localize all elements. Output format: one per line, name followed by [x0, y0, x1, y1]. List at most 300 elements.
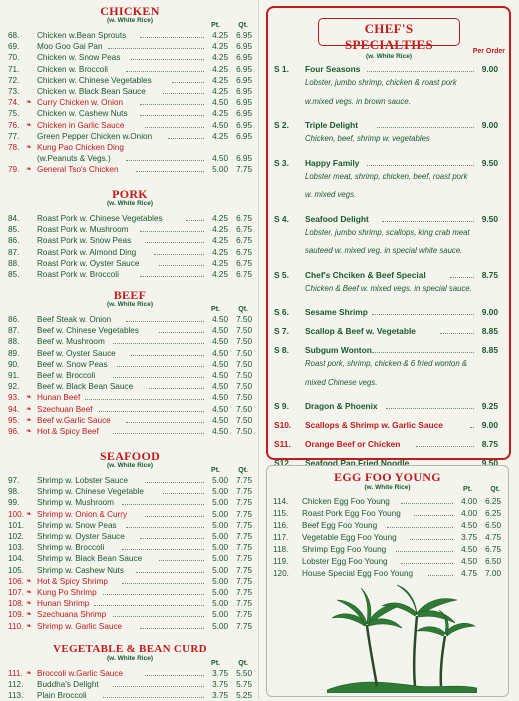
specialty-name: Four Seasons [305, 64, 361, 74]
menu-item[interactable] [8, 52, 256, 63]
specialty-description: Chicken & Beef w. mixed vegs. in special sauce. [305, 283, 472, 293]
item-name: Roast Pork w. Broccoli [37, 270, 119, 279]
pint-price: 4.50 [212, 415, 228, 425]
seafood-title: SEAFOOD [99, 449, 161, 463]
dot-leader [131, 348, 204, 356]
item-number: 87. [8, 326, 20, 336]
item-number: 92. [8, 382, 20, 392]
specialty-name: Scallop & Beef w. Vegetable [305, 326, 416, 336]
chicken-qt-header: Qt. [238, 22, 248, 29]
menu-item[interactable] [8, 314, 256, 325]
item-name: Chicken Egg Foo Young [302, 497, 390, 506]
quart-price: 6.75 [236, 214, 252, 223]
pepper-icon: ❧ [26, 510, 32, 518]
item-name: Shrimp w. Lobster Sauce [37, 476, 129, 485]
quart-price: 7.75 [236, 509, 252, 519]
specialty-description: sauteed w. mixed veg. in special white sauce. [305, 246, 463, 255]
dot-leader [163, 86, 204, 94]
pint-price: 3.75 [461, 533, 477, 542]
item-name: Chicken in Garlic Sauce [37, 120, 125, 130]
dot-leader [387, 520, 453, 528]
specialty-description: Roast pork, shrimp, chicken & 6 fried wonton & [305, 359, 468, 368]
menu-item[interactable] [8, 531, 256, 542]
item-name: Green Pepper Chicken w.Onion [37, 131, 153, 141]
dot-leader [140, 621, 204, 629]
specialty-item[interactable] [274, 419, 502, 431]
item-name: Roast Pork w. Oyster Sauce [37, 258, 140, 268]
quart-price: 7.50 [236, 348, 252, 358]
egg-subtitle: (w. White Rice) [364, 484, 411, 491]
menu-item[interactable] [273, 532, 505, 543]
quart-price: 7.75 [236, 610, 252, 620]
dot-leader [163, 486, 204, 494]
specialty-item[interactable] [274, 213, 502, 225]
menu-item[interactable] [8, 153, 256, 164]
pint-price: 3.75 [212, 691, 228, 701]
menu-item[interactable] [8, 120, 256, 131]
dot-leader [99, 404, 204, 412]
quart-price: 7.75 [236, 476, 252, 485]
dot-leader [113, 336, 204, 344]
quart-price: 7.75 [236, 621, 252, 631]
item-number: 118. [273, 545, 289, 554]
item-name: Curry Chicken w. Onion [37, 98, 124, 108]
specialty-price: 9.00 [481, 120, 498, 130]
dot-leader [145, 509, 204, 517]
specialty-name: Seafood Delight [305, 213, 369, 224]
item-number: 105. [8, 565, 24, 575]
quart-price: 6.95 [236, 120, 252, 130]
quart-price: 6.95 [236, 98, 252, 108]
specialty-item[interactable] [274, 157, 502, 169]
quart-price: 6.95 [236, 87, 252, 96]
quart-price: 6.95 [236, 64, 252, 74]
specialty-name: Scallops & Shrimp w. Garlic Sauce [305, 420, 443, 430]
menu-item[interactable] [8, 668, 256, 679]
pint-price: 4.25 [212, 258, 228, 268]
item-name: Beef w. Chinese Vegetables [37, 326, 139, 336]
item-name: Shrimp w. Oyster Sauce [37, 532, 125, 541]
item-number: 112. [8, 680, 24, 690]
specialty-name: Subgum Wonton [305, 345, 372, 355]
beef-pt-header: Pt. [211, 306, 220, 313]
veg-pt-header: Pt. [211, 660, 220, 667]
quart-price: 7.75 [236, 565, 252, 575]
pint-price: 4.25 [212, 247, 228, 257]
specialty-name: Orange Beef or Chicken [305, 439, 401, 449]
dot-leader [396, 544, 453, 552]
dot-leader [145, 475, 204, 483]
menu-item[interactable] [273, 556, 505, 567]
menu-item[interactable] [8, 553, 256, 564]
menu-item[interactable] [8, 164, 256, 175]
pork-title: PORK [112, 187, 148, 201]
quart-price: 6.75 [236, 236, 252, 246]
item-number: 97. [8, 476, 20, 485]
chefs-specialties-box [266, 6, 511, 468]
dot-leader [103, 690, 204, 698]
pint-price: 4.75 [461, 569, 477, 578]
dot-leader [113, 679, 204, 687]
item-name: Hot & Spicy Shrimp [37, 576, 108, 586]
pepper-icon: ❧ [26, 622, 32, 630]
item-number: 73. [8, 87, 20, 96]
item-number: 86. [8, 236, 20, 246]
item-number: 119. [273, 557, 289, 566]
specialty-item[interactable] [274, 119, 502, 131]
specialty-item[interactable] [274, 438, 502, 450]
specialty-name: Sesame Shrimp [305, 307, 368, 317]
dot-leader [159, 325, 204, 333]
pint-price: 4.25 [212, 87, 228, 96]
menu-item[interactable] [8, 381, 256, 392]
item-name: Chicken w. Black Bean Sauce [37, 87, 146, 96]
item-number: 102. [8, 532, 24, 541]
dot-leader [103, 587, 204, 595]
dot-leader [136, 164, 204, 172]
dot-leader [126, 153, 204, 161]
specialties-title: CHEF'S SPECIALTIES [344, 21, 434, 52]
item-number: 99. [8, 498, 20, 508]
menu-item[interactable] [8, 520, 256, 531]
beef-title: BEEF [113, 288, 147, 302]
item-number: 86. [8, 315, 20, 324]
pint-price: 4.50 [212, 120, 228, 130]
menu-item[interactable] [8, 486, 256, 497]
dot-leader [172, 75, 204, 83]
item-number: 79. [8, 165, 20, 175]
pint-price: 5.00 [212, 487, 228, 497]
specialty-name: Chef's Chciken & Beef Special [305, 269, 426, 280]
specialty-item[interactable] [274, 344, 502, 356]
quart-price: 7.50 [236, 359, 252, 369]
pint-price: 5.00 [212, 509, 228, 519]
item-name: Shrimp w. Onion & Curry [37, 509, 128, 519]
pint-price: 4.50 [212, 326, 228, 336]
item-number: 76. [8, 120, 20, 130]
quart-price: 6.75 [236, 258, 252, 268]
quart-price: 6.25 [485, 509, 501, 518]
dot-leader [470, 419, 474, 428]
dot-leader [186, 213, 204, 221]
item-name: Roast Pork w. Chinese Vegetables [37, 214, 163, 223]
menu-item[interactable] [8, 587, 256, 598]
specialties-title-box [318, 18, 460, 60]
item-number: 94. [8, 404, 20, 414]
specialty-code: S 5. [274, 269, 289, 280]
pint-price: 4.25 [212, 131, 228, 141]
dot-leader [414, 508, 453, 516]
item-name: Chicken w. Broccoli [37, 64, 108, 74]
menu-item[interactable] [273, 544, 505, 555]
specialty-price: 9.50 [481, 157, 498, 168]
dot-leader [122, 542, 204, 550]
item-number: 90. [8, 359, 20, 369]
pepper-icon: ❧ [26, 589, 32, 596]
item-number: 85. [8, 225, 20, 235]
item-name: Broccoli w.Garlic Sauce [37, 669, 124, 678]
specialty-price: 9.50 [481, 213, 498, 224]
specialty-item[interactable] [274, 63, 502, 75]
menu-item[interactable] [8, 224, 256, 235]
item-number: 111. [8, 669, 23, 678]
pepper-icon: ❧ [26, 394, 32, 402]
menu-item[interactable] [8, 542, 256, 553]
pint-price: 4.25 [212, 75, 228, 85]
specialty-name: Seafood Pan Fried Noodle [305, 458, 410, 468]
menu-item[interactable] [8, 41, 256, 52]
menu-item[interactable] [8, 86, 256, 97]
pint-price: 3.75 [212, 669, 228, 678]
menu-item[interactable] [8, 64, 256, 75]
item-number: 93. [8, 393, 20, 403]
quart-price: 7.00 [485, 569, 501, 578]
palm-trees-illustration [327, 578, 477, 693]
item-name: Shrimp w. Garlic Sauce [37, 621, 123, 631]
specialty-name: Dragon & Phoenix [305, 401, 378, 411]
quart-price: 7.75 [236, 487, 252, 497]
egg-qt-header: Qt. [490, 486, 500, 493]
specialty-price: 9.00 [481, 420, 498, 430]
dot-leader [416, 438, 474, 447]
item-name: Beef w.Garlic Sauce [37, 415, 111, 425]
pint-price: 4.00 [461, 509, 477, 518]
quart-price: 6.75 [236, 247, 252, 257]
menu-item[interactable] [8, 426, 256, 437]
menu-item[interactable] [8, 269, 256, 280]
chicken-subtitle: (w. White Rice) [107, 17, 153, 24]
item-number: 109. [8, 610, 24, 620]
dot-leader [140, 97, 204, 105]
item-number: 88. [8, 258, 20, 268]
menu-item[interactable] [8, 247, 256, 258]
specialty-description: mixed Chinese vegs. [305, 377, 378, 387]
dot-leader [382, 213, 475, 222]
chicken-title: CHICKEN [100, 4, 160, 18]
dot-leader [113, 370, 204, 378]
specialty-code: S 2. [274, 120, 289, 130]
quart-price: 6.25 [485, 497, 501, 506]
specialty-price: 8.75 [481, 269, 498, 280]
menu-item[interactable] [273, 520, 505, 531]
item-number: 69. [8, 42, 20, 52]
specialty-code: S 1. [274, 64, 289, 74]
quart-price: 6.95 [236, 31, 252, 40]
menu-item[interactable] [8, 679, 256, 690]
dot-leader [122, 576, 204, 584]
specialty-price: 8.85 [481, 345, 498, 355]
item-number: 108. [8, 599, 24, 609]
pint-price: 4.50 [212, 371, 228, 380]
item-number: 117. [273, 533, 289, 542]
pepper-icon: ❧ [26, 611, 32, 619]
dot-leader [145, 120, 204, 128]
seafood-pt-header: Pt. [211, 467, 220, 474]
specialty-price: 9.50 [481, 458, 498, 468]
dot-leader [428, 568, 453, 576]
quart-price: 6.95 [236, 75, 252, 85]
menu-item[interactable] [8, 509, 256, 520]
menu-item[interactable] [8, 598, 256, 609]
specialty-item[interactable] [274, 400, 502, 412]
item-number: 77. [8, 131, 20, 141]
item-name: Roast Pork Egg Foo Young [302, 509, 401, 518]
item-number: 85. [8, 270, 20, 279]
dot-leader [410, 532, 453, 540]
beef-subtitle: (w. White Rice) [107, 301, 153, 308]
dot-leader [159, 553, 204, 561]
item-name: Beef w. Oyster Sauce [37, 348, 116, 358]
dot-leader [108, 41, 204, 49]
specialty-name: Happy Family [305, 157, 360, 168]
item-name: Beef w. Snow Peas [37, 359, 108, 369]
quart-price: 6.95 [236, 53, 252, 63]
specialty-item[interactable] [274, 325, 502, 337]
item-number: 106. [8, 576, 24, 586]
item-name: Szechuana Shrimp [37, 610, 107, 620]
item-name: (w.Peanuts & Vegs.) [37, 154, 111, 164]
pint-price: 4.50 [212, 382, 228, 392]
dot-leader [154, 247, 204, 255]
pint-price: 4.50 [212, 404, 228, 414]
menu-item[interactable] [8, 609, 256, 620]
specialty-item[interactable] [274, 306, 502, 318]
menu-item[interactable] [8, 108, 256, 119]
pint-price: 4.25 [212, 270, 228, 279]
specialty-name: Triple Delight [305, 120, 359, 130]
pork-subtitle: (w. White Rice) [107, 200, 153, 207]
menu-item[interactable] [8, 565, 256, 576]
menu-item[interactable] [8, 392, 256, 403]
quart-price: 7.75 [236, 165, 252, 175]
item-number: 107. [8, 588, 24, 597]
dot-leader [126, 520, 204, 528]
quart-price: 7.75 [236, 520, 252, 530]
egg-title: EGG FOO YOUNG [334, 470, 441, 484]
veg-title: VEGETABLE & BEAN CURD [53, 643, 207, 655]
menu-item[interactable] [8, 621, 256, 632]
menu-item[interactable] [8, 359, 256, 370]
item-number: 110. [8, 621, 24, 631]
quart-price: 7.50 [236, 371, 252, 380]
menu-item[interactable] [8, 415, 256, 426]
menu-item[interactable] [8, 30, 256, 41]
pint-price: 4.50 [212, 315, 228, 324]
quart-price: 6.95 [236, 109, 252, 119]
pint-price: 5.00 [212, 532, 228, 541]
menu-item[interactable] [8, 235, 256, 246]
item-number: 96. [8, 427, 20, 436]
specialty-item[interactable] [274, 269, 502, 281]
menu-item[interactable] [8, 404, 256, 415]
veg-qt-header: Qt. [238, 660, 248, 667]
item-name: Shrimp w. Chinese Vegetable [37, 487, 144, 497]
pint-price: 3.75 [212, 680, 228, 690]
specialty-description: Lobster meat, shrimp, chicken, beef, roast pork [305, 171, 468, 181]
menu-item[interactable] [8, 325, 256, 336]
menu-item[interactable] [8, 690, 256, 701]
quart-price: 7.75 [236, 576, 252, 586]
item-number: 116. [273, 521, 289, 530]
dot-leader [372, 344, 474, 353]
menu-item[interactable] [8, 348, 256, 359]
menu-item[interactable] [8, 97, 256, 108]
pepper-icon: ❧ [26, 600, 32, 608]
menu-item[interactable] [273, 508, 505, 519]
pint-price: 5.00 [212, 599, 228, 609]
item-name: Chicken w.Bean Sprouts [37, 31, 127, 40]
dot-leader [140, 531, 204, 539]
quart-price: 7.50 [236, 337, 252, 347]
menu-item[interactable] [8, 370, 256, 381]
item-number: 84. [8, 214, 20, 223]
dot-leader [159, 258, 204, 266]
specialty-code: S10. [274, 420, 292, 430]
dot-leader [131, 52, 204, 60]
quart-price: 7.50 [236, 315, 252, 324]
menu-item[interactable] [8, 475, 256, 486]
quart-price: 7.50 [236, 382, 252, 392]
quart-price: 5.75 [236, 680, 252, 690]
specialty-code: S 4. [274, 213, 289, 224]
dot-leader [372, 306, 474, 315]
item-number: 115. [273, 509, 289, 518]
dot-leader [94, 598, 204, 606]
pint-price: 4.25 [212, 53, 228, 63]
pint-price: 5.00 [212, 565, 228, 575]
dot-leader [149, 381, 204, 389]
pint-price: 5.00 [212, 543, 228, 553]
dot-leader [126, 415, 204, 423]
pint-price: 4.25 [212, 214, 228, 223]
menu-item[interactable] [273, 496, 505, 507]
menu-item[interactable] [8, 142, 256, 153]
menu-item[interactable] [8, 213, 256, 224]
menu-item[interactable] [8, 131, 256, 142]
item-number: 74. [8, 98, 20, 108]
menu-item[interactable] [8, 576, 256, 587]
menu-item[interactable] [8, 258, 256, 269]
pint-price: 4.50 [212, 348, 228, 358]
pepper-icon: ❧ [26, 121, 32, 129]
item-number: 68. [8, 31, 20, 40]
item-name: Vegetable Egg Foo Young [302, 533, 397, 542]
dot-leader [401, 556, 453, 564]
specialty-code: S 8. [274, 345, 289, 355]
quart-price: 7.75 [236, 532, 252, 541]
menu-item[interactable] [8, 75, 256, 86]
pepper-icon: ❧ [26, 99, 32, 107]
pint-price: 4.25 [212, 236, 228, 246]
item-number: 98. [8, 487, 20, 497]
specialties-subtitle: (w. White Rice) [366, 53, 412, 60]
pint-price: 4.00 [461, 497, 477, 506]
menu-item[interactable] [8, 336, 256, 347]
dot-leader [386, 400, 474, 409]
seafood-qt-header: Qt. [238, 467, 248, 474]
pint-price: 5.00 [212, 621, 228, 631]
menu-item[interactable] [8, 497, 256, 508]
pint-price: 4.25 [212, 109, 228, 119]
item-name: Hunan Shrimp [37, 599, 90, 609]
item-name: Hot & Spicy Beef [37, 427, 99, 436]
pepper-icon: ❧ [26, 428, 32, 435]
item-name: Kung Po Shrimp [37, 588, 97, 597]
item-number: 88. [8, 337, 20, 347]
item-name: Roast Pork w. Snow Peas [37, 236, 132, 246]
quart-price: 7.50 [236, 404, 252, 414]
quart-price: 5.50 [236, 669, 252, 678]
